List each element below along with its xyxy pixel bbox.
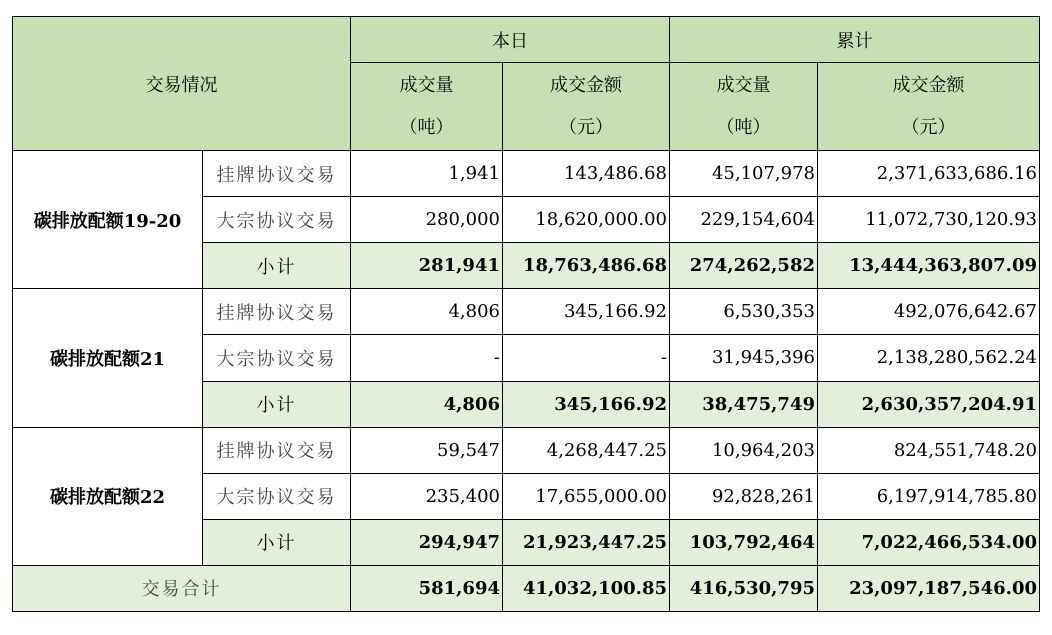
cum-amount: 2,371,633,686.16 [818,151,1040,197]
cum-amount: 2,138,280,562.24 [818,335,1040,381]
header-today: 本日 [351,17,670,63]
table-row [13,427,1040,473]
cum-volume: 10,964,203 [670,427,818,473]
row-label: 大宗协议交易 [203,197,351,243]
total-day-volume: 581,694 [351,565,503,611]
total-label: 交易合计 [13,565,351,611]
day-volume: 4,806 [351,289,503,335]
day-volume: 280,000 [351,197,503,243]
cum-amount: 2,630,357,204.91 [818,381,1040,427]
header-cum-volume: 成交量 （吨） [670,63,818,151]
total-cum-amount: 23,097,187,546.00 [818,565,1040,611]
row-label: 挂牌协议交易 [203,151,351,197]
day-amount: 4,268,447.25 [503,427,670,473]
day-volume: 59,547 [351,427,503,473]
cum-volume: 274,262,582 [670,243,818,289]
cum-amount: 11,072,730,120.93 [818,197,1040,243]
cum-amount: 7,022,466,534.00 [818,519,1040,565]
day-amount: 345,166.92 [503,381,670,427]
row-label: 大宗协议交易 [203,473,351,519]
day-amount: 21,923,447.25 [503,519,670,565]
cum-amount: 6,197,914,785.80 [818,473,1040,519]
cum-amount: 13,444,363,807.09 [818,243,1040,289]
header-cum-amount: 成交金额 （元） [818,63,1040,151]
header-today-amount: 成交金额 （元） [503,63,670,151]
row-label: 大宗协议交易 [203,335,351,381]
header-cumulative: 累计 [670,17,1040,63]
group-name: 碳排放配额22 [13,427,203,565]
cum-volume: 103,792,464 [670,519,818,565]
day-amount: 18,763,486.68 [503,243,670,289]
group-name: 碳排放配额19-20 [13,151,203,289]
day-volume: 1,941 [351,151,503,197]
header-today-volume: 成交量 （吨） [351,63,503,151]
day-amount: 17,655,000.00 [503,473,670,519]
cum-volume: 229,154,604 [670,197,818,243]
day-volume: - [351,335,503,381]
day-volume: 4,806 [351,381,503,427]
row-label: 挂牌协议交易 [203,427,351,473]
header-trade-info: 交易情况 [13,17,351,151]
cum-volume: 31,945,396 [670,335,818,381]
day-amount: 143,486.68 [503,151,670,197]
day-amount: - [503,335,670,381]
cum-volume: 6,530,353 [670,289,818,335]
total-row [13,565,1040,611]
cum-volume: 38,475,749 [670,381,818,427]
row-label: 挂牌协议交易 [203,289,351,335]
row-label: 小计 [203,381,351,427]
day-volume: 281,941 [351,243,503,289]
day-volume: 294,947 [351,519,503,565]
table-row [13,289,1040,335]
cum-volume: 92,828,261 [670,473,818,519]
day-volume: 235,400 [351,473,503,519]
row-label: 小计 [203,243,351,289]
day-amount: 345,166.92 [503,289,670,335]
group-name: 碳排放配额21 [13,289,203,427]
total-cum-volume: 416,530,795 [670,565,818,611]
table-row [13,151,1040,197]
trade-summary-table [12,16,1040,612]
total-day-amount: 41,032,100.85 [503,565,670,611]
cum-volume: 45,107,978 [670,151,818,197]
cum-amount: 824,551,748.20 [818,427,1040,473]
day-amount: 18,620,000.00 [503,197,670,243]
cum-amount: 492,076,642.67 [818,289,1040,335]
row-label: 小计 [203,519,351,565]
